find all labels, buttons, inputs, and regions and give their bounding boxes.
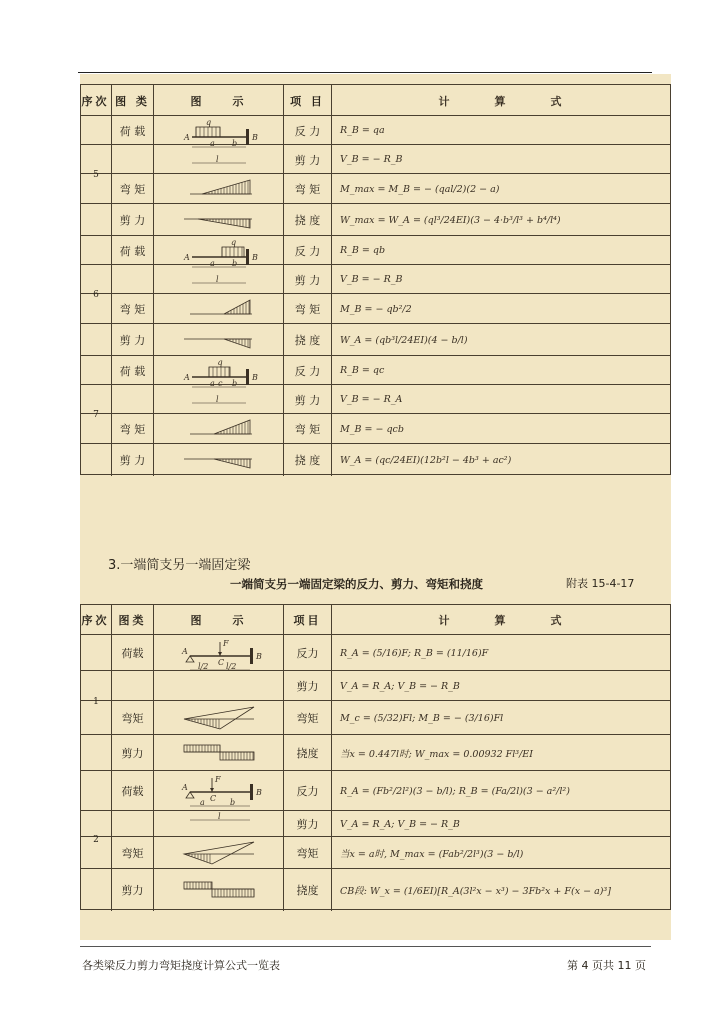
- formula-cell: M_B = − qcb: [340, 423, 404, 435]
- label-c: c: [218, 379, 223, 388]
- footer-page-number: 第 4 页共 11 页: [567, 959, 646, 972]
- formula-cell: 当x = a时, M_max = (Fab²/2l³)(3 − b/l): [340, 849, 524, 860]
- item-cell: 弯 矩: [284, 174, 332, 204]
- beam-diagram: [154, 700, 284, 734]
- header-item: 项 目: [284, 85, 332, 116]
- beam-diagram: [154, 413, 284, 443]
- category-cell: 弯矩: [112, 701, 154, 735]
- label-l: l: [216, 275, 219, 284]
- item-cell: 剪力: [284, 671, 332, 701]
- item-cell: 弯 矩: [284, 414, 332, 444]
- category-cell: 弯矩: [112, 837, 154, 869]
- item-cell: 挠 度: [284, 444, 332, 476]
- moment-diagram: [202, 180, 250, 194]
- group-number: 5: [93, 170, 99, 180]
- fixed-support: [250, 648, 253, 664]
- footer-rule: [80, 946, 651, 947]
- pin-support: [186, 656, 194, 662]
- item-cell: 剪 力: [284, 265, 332, 294]
- formula-cell: R_B = qa: [340, 125, 385, 136]
- beam-diagram: [154, 634, 284, 700]
- formula-cell: R_B = qb: [340, 245, 386, 256]
- formula-cell: V_B = − R_A: [340, 394, 403, 405]
- item-cell: 剪力: [284, 811, 332, 837]
- formula-cell: W_A = (qb³l/24EI)(4 − b/l): [340, 334, 468, 346]
- formula-cell: M_c = (5/32)Fl; M_B = − (3/16)Fl: [340, 712, 504, 724]
- label-a: a: [210, 139, 215, 148]
- beam-diagram: [154, 734, 284, 770]
- label-A: A: [184, 373, 190, 382]
- label-B: B: [252, 133, 258, 142]
- footer-title: 各类梁反力剪力弯矩挠度计算公式一览表: [82, 959, 280, 972]
- label-C: C: [210, 794, 217, 803]
- top-rule: [78, 72, 652, 73]
- beam-diagram: [154, 836, 284, 868]
- section-title: 3.一端简支另一端固定梁: [108, 558, 251, 573]
- fixed-support: [246, 249, 249, 265]
- category-cell: [112, 811, 154, 837]
- group-number: 1: [93, 697, 99, 707]
- label-b: b: [230, 798, 236, 807]
- beam-diagram: [154, 203, 284, 235]
- group-number: 2: [93, 835, 99, 845]
- category-cell: 弯 矩: [112, 294, 154, 324]
- formula-cell: V_A = R_A; V_B = − R_B: [340, 818, 460, 830]
- category-cell: 剪力: [112, 735, 154, 771]
- label-b: b: [232, 139, 238, 148]
- label-b: b: [232, 259, 238, 268]
- beam-diagram: [154, 173, 284, 203]
- category-cell: 荷 载: [112, 236, 154, 265]
- beam-diagram: [154, 770, 284, 836]
- category-cell: [112, 671, 154, 701]
- shear-diagram: [224, 339, 250, 348]
- category-cell: [112, 265, 154, 294]
- label-C: C: [218, 658, 225, 667]
- pin-support: [186, 792, 194, 798]
- label-F: F: [215, 775, 221, 784]
- header-formula: 计 算 式: [438, 94, 565, 108]
- group-number: 7: [93, 410, 99, 420]
- formula-cell: 当x = 0.447l时; W_max = 0.00932 Fl³/EI: [340, 749, 533, 760]
- beam-diagram: [154, 235, 284, 293]
- category-cell: 荷 载: [112, 116, 154, 145]
- beam-diagram: [154, 323, 284, 355]
- label-q: q: [231, 238, 237, 247]
- item-cell: 反 力: [284, 116, 332, 145]
- label-A: A: [184, 133, 190, 142]
- formula-cell: V_A = R_A; V_B = − R_B: [340, 680, 460, 692]
- label-B: B: [256, 652, 262, 661]
- category-cell: 荷载: [112, 635, 154, 671]
- category-cell: [112, 385, 154, 414]
- formula-cell: W_A = (qc/24EI)(12b²l − 4b³ + ac²): [340, 454, 512, 466]
- category-cell: 剪 力: [112, 324, 154, 356]
- label-B: B: [256, 788, 262, 797]
- table-header-row: [80, 84, 671, 116]
- fixed-support: [246, 129, 249, 145]
- label-a: a: [210, 259, 215, 268]
- category-cell: 荷 载: [112, 356, 154, 385]
- item-cell: 挠度: [284, 869, 332, 911]
- formula-cell: M_max = M_B = − (qal/2)(2 − a): [340, 183, 500, 195]
- item-cell: 弯矩: [284, 837, 332, 869]
- group-number: 6: [93, 290, 99, 300]
- formula-cell: R_A = (5/16)F; R_B = (11/16)F: [340, 647, 489, 659]
- item-cell: 反 力: [284, 356, 332, 385]
- label-a: a: [210, 379, 215, 388]
- beam-diagram: [154, 355, 284, 413]
- category-cell: 荷载: [112, 771, 154, 811]
- formula-cell: R_B = qc: [340, 365, 385, 376]
- item-cell: 反 力: [284, 236, 332, 265]
- header-seq: 序次: [80, 605, 112, 635]
- table-title: 一端简支另一端固定梁的反力、剪力、弯矩和挠度: [230, 577, 483, 591]
- label-B: B: [252, 253, 258, 262]
- moment-diagram: [184, 842, 254, 864]
- formula-cell: R_A = (Fb²/2l²)(3 − b/l); R_B = (Fa/2l)(3 − a²/l²): [340, 785, 570, 797]
- label-b: b: [232, 379, 238, 388]
- item-cell: 反力: [284, 771, 332, 811]
- distributed-load: [209, 367, 230, 377]
- label-F: F: [223, 639, 229, 648]
- formula-cell: M_B = − qb²/2: [340, 303, 412, 315]
- shear-negative: [220, 752, 254, 760]
- formula-cell: V_B = − R_B: [340, 154, 403, 165]
- header-seq: 序次: [80, 85, 112, 116]
- beam-diagram: [154, 868, 284, 910]
- item-cell: 弯矩: [284, 701, 332, 735]
- fixed-support: [250, 784, 253, 800]
- label-half-l: l/2: [226, 662, 237, 671]
- item-cell: 反力: [284, 635, 332, 671]
- fixed-support: [246, 369, 249, 385]
- item-cell: 剪 力: [284, 145, 332, 174]
- label-A: A: [184, 253, 190, 262]
- category-cell: 弯 矩: [112, 414, 154, 444]
- category-cell: 剪 力: [112, 444, 154, 476]
- label-A: A: [182, 647, 188, 656]
- header-figure: 图 示: [154, 605, 284, 635]
- header-category: 图类: [112, 605, 154, 635]
- label-l: l: [216, 155, 219, 164]
- label-l: l: [216, 395, 219, 404]
- label-a: a: [200, 798, 205, 807]
- formula-cell: V_B = − R_B: [340, 274, 403, 285]
- item-cell: 弯 矩: [284, 294, 332, 324]
- beam-diagram: [154, 293, 284, 323]
- label-A: A: [182, 783, 188, 792]
- distributed-load: [222, 247, 244, 257]
- header-figure: 图 示: [154, 85, 284, 116]
- beam-diagram: [154, 443, 284, 475]
- item-cell: 挠 度: [284, 204, 332, 236]
- table-reference: 附表 15-4-17: [566, 577, 635, 590]
- header-category: 图 类: [112, 85, 154, 116]
- item-cell: 挠 度: [284, 324, 332, 356]
- beam-diagram: [154, 115, 284, 173]
- label-B: B: [252, 373, 258, 382]
- label-l: l: [218, 812, 221, 821]
- category-cell: [112, 145, 154, 174]
- label-q: q: [206, 118, 212, 127]
- label-half-l: l/2: [198, 662, 209, 671]
- category-cell: 剪 力: [112, 204, 154, 236]
- header-item: 项目: [284, 605, 332, 635]
- category-cell: 剪力: [112, 869, 154, 911]
- moment-diagram: [214, 420, 250, 434]
- formula-cell: W_max = W_A = (ql³/24EI)(3 − 4·b³/l³ + b⁴/l⁴): [340, 214, 561, 226]
- category-cell: 弯 矩: [112, 174, 154, 204]
- label-q: q: [217, 358, 223, 367]
- item-cell: 挠度: [284, 735, 332, 771]
- table-header-row: [80, 604, 671, 635]
- formula-cell: CB段: W_x = (1/6EI)[R_A(3l²x − x³) − 3Fb²x + F(x − a)³]: [340, 886, 611, 897]
- item-cell: 剪 力: [284, 385, 332, 414]
- header-formula: 计 算 式: [438, 614, 565, 627]
- shear-diagram: [198, 219, 250, 228]
